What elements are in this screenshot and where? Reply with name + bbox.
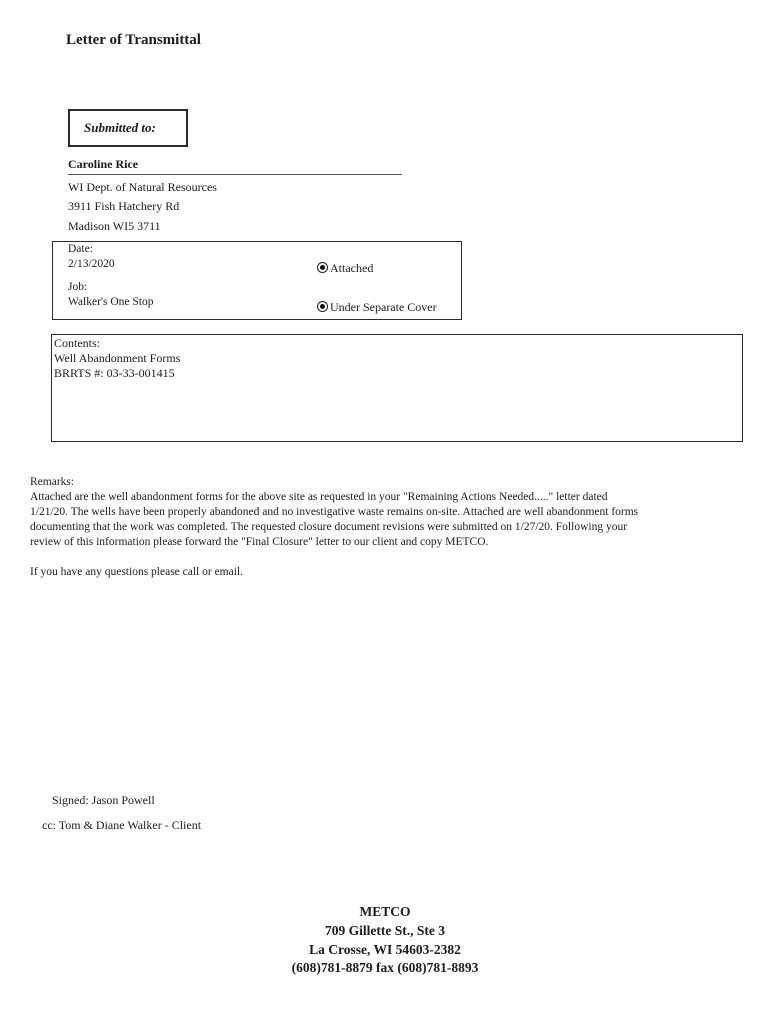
date-job-box — [52, 241, 462, 320]
job-label: Job: — [68, 281, 88, 293]
remarks-label: Remarks: — [30, 476, 75, 488]
submitted-to-label: Submitted to: — [84, 120, 156, 135]
option-separate-label: Under Separate Cover — [330, 300, 437, 314]
remarks-line: review of this information please forward the "Final Closure" letter to our client and copy METCO. — [30, 536, 489, 548]
recipient-city: Madison WI5 3711 — [68, 219, 161, 233]
contents-label: Contents: — [54, 336, 101, 350]
recipient-org: WI Dept. of Natural Resources — [68, 180, 217, 194]
remarks-line: Attached are the well abandonment forms for the above site as requested in your "Remaining Actions Needed....." letter dated — [30, 491, 608, 503]
date-value: 2/13/2020 — [68, 258, 115, 270]
document-title: Letter of Transmittal — [66, 32, 201, 48]
cc-line: cc: Tom & Diane Walker - Client — [42, 818, 202, 832]
company-city: La Crosse, WI 54603-2382 — [309, 942, 461, 957]
company-name: METCO — [359, 904, 411, 919]
recipient-street: 3911 Fish Hatchery Rd — [68, 199, 180, 213]
option-separate-cover[interactable] — [317, 300, 437, 315]
contents-item: Well Abandonment Forms — [54, 351, 181, 365]
option-attached[interactable] — [317, 261, 373, 276]
submitted-to-box — [68, 109, 188, 147]
closing-line: If you have any questions please call or email. — [30, 566, 243, 578]
radio-selected-icon[interactable] — [317, 301, 328, 312]
recipient-name: Caroline Rice — [68, 157, 139, 171]
remarks-line: 1/21/20. The wells have been properly abandoned and no investigative waste remains on-site. Attached are well abandonment forms — [30, 506, 639, 518]
contents-item: BRRTS #: 03-33-001415 — [54, 366, 175, 380]
date-label: Date: — [68, 243, 93, 255]
job-value: Walker's One Stop — [68, 296, 154, 308]
radio-selected-icon[interactable] — [317, 262, 328, 273]
remarks-line: documenting that the work was completed. The requested closure document revisions were submitted on 1/27/20. Following your — [30, 521, 628, 533]
company-street: 709 Gillette St., Ste 3 — [325, 923, 445, 938]
company-phone: (608)781-8879 fax (608)781-8893 — [291, 960, 479, 975]
option-attached-label: Attached — [330, 261, 374, 275]
signed-line: Signed: Jason Powell — [52, 793, 155, 807]
recipient-divider — [68, 174, 402, 175]
contents-box — [51, 334, 743, 442]
